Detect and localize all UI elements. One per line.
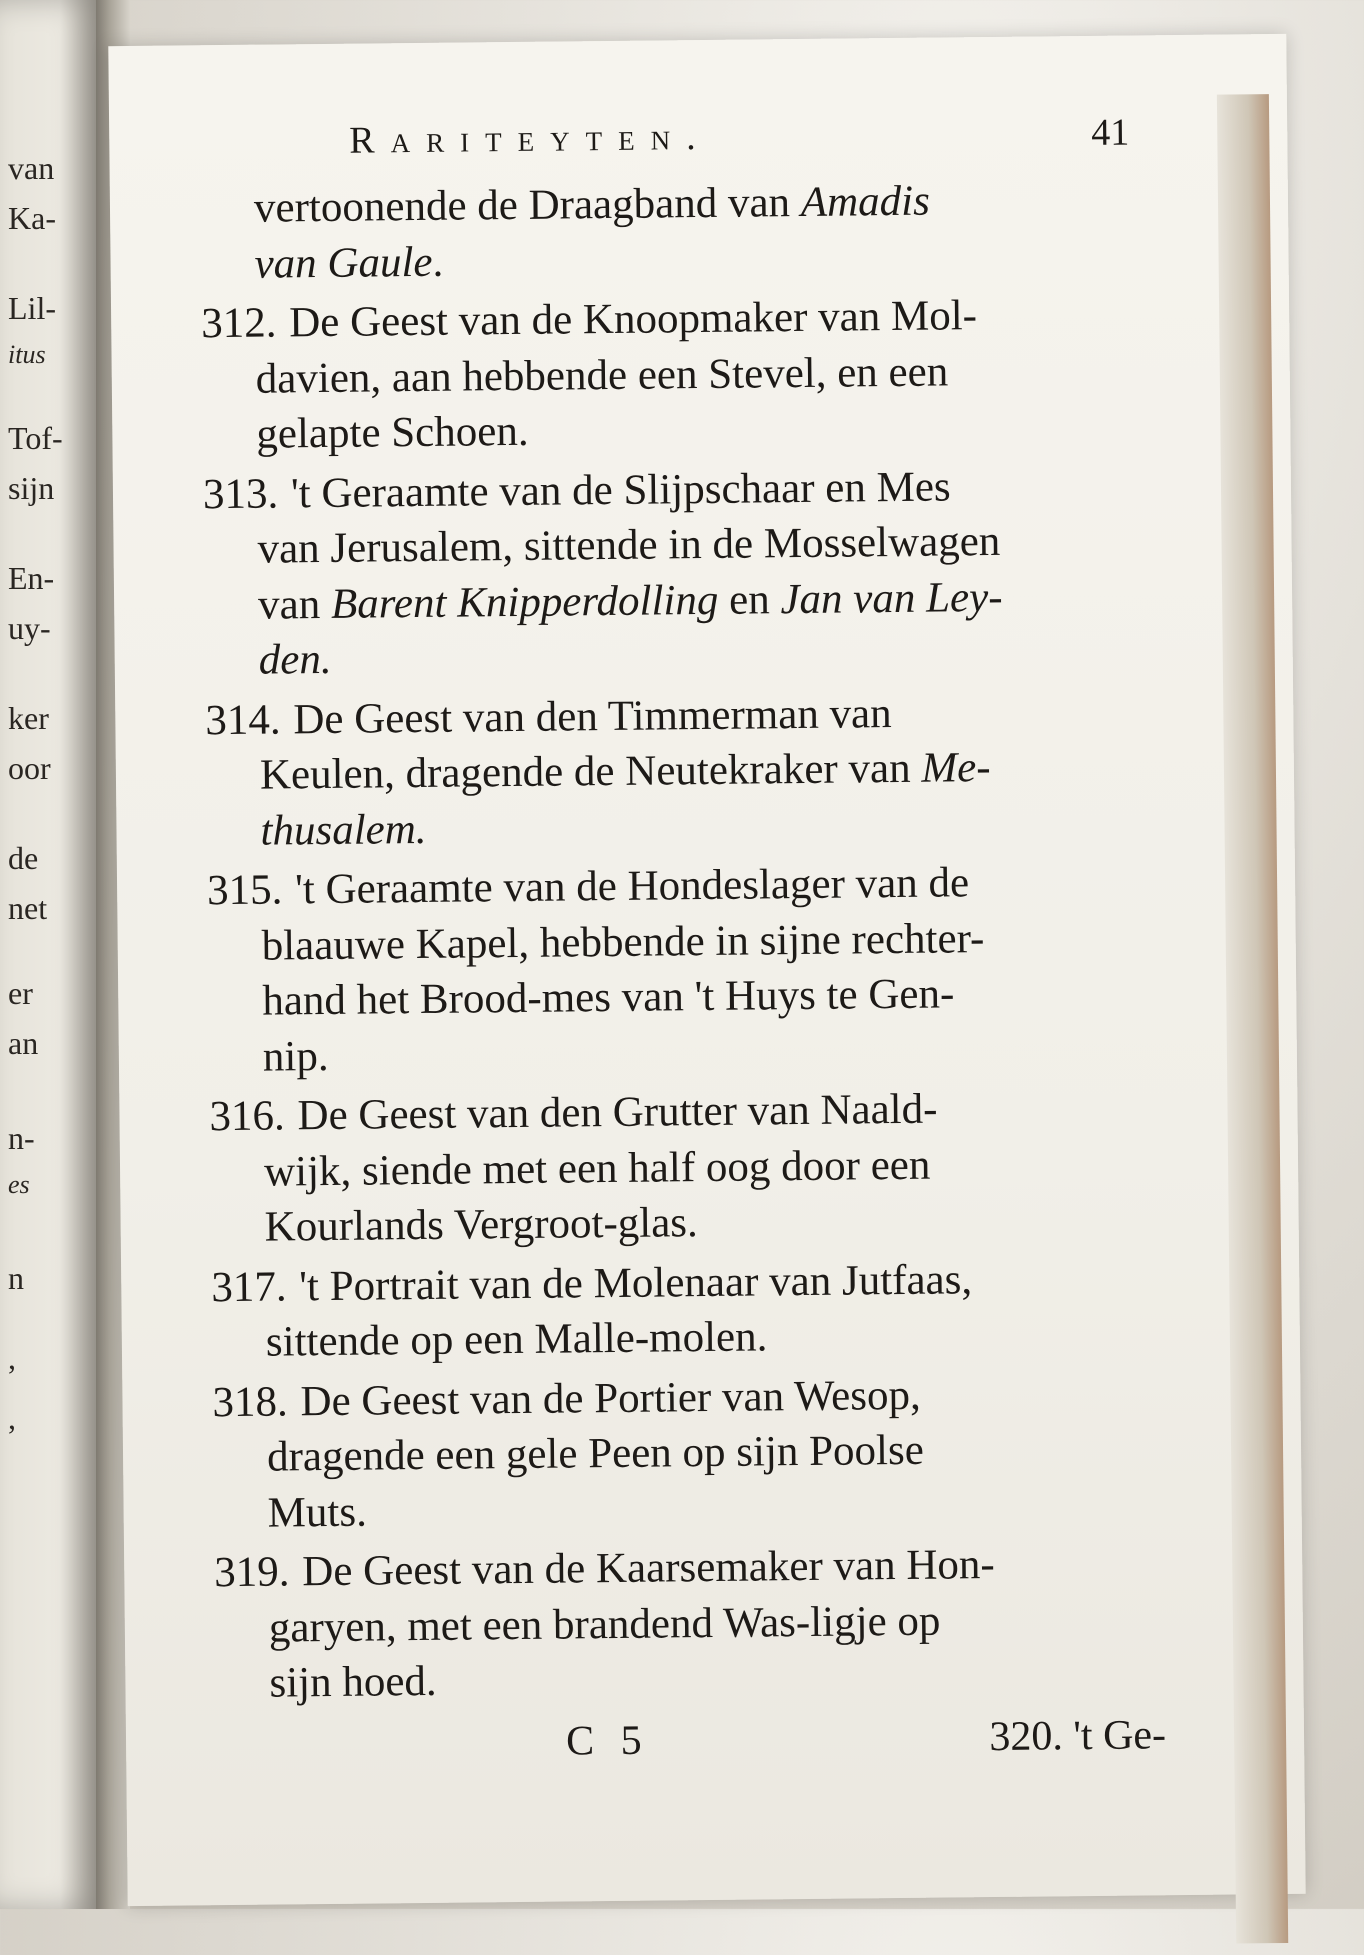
text-line: blaauwe Kapel, hebbende in sijne rechter- — [261, 914, 985, 970]
facing-page-fragment: n — [8, 1260, 24, 1296]
text-line: Muts. — [267, 1488, 368, 1537]
facing-page-fragment: , — [8, 1340, 16, 1376]
continuation-entry — [200, 171, 1161, 292]
facing-page-fragment: sijn — [8, 470, 55, 506]
page-text — [199, 105, 1176, 1777]
text-line: hand het Brood-mes van 't Huys te Gen- — [262, 970, 955, 1025]
entry-number: 319. — [214, 1548, 290, 1597]
entry-312 — [201, 286, 1163, 463]
entry-number: 315. — [206, 866, 283, 915]
signature-mark: C 5 — [565, 1717, 650, 1765]
entry-317 — [211, 1250, 1172, 1371]
text-line: vertoonende de Draagband van Amadis — [253, 177, 931, 232]
text-line: gelapte Schoen. — [256, 407, 529, 458]
text-line: van Barent Knipperdolling en Jan van Ley- — [257, 573, 1003, 629]
text-line: sijn hoed. — [269, 1657, 437, 1707]
page-number: 41 — [1091, 111, 1130, 154]
text-line: garyen, met een brandend Was-ligje op — [268, 1597, 941, 1652]
entry-319 — [214, 1535, 1176, 1712]
facing-page-fragment: ker — [8, 700, 49, 736]
entry-315 — [207, 853, 1169, 1085]
catchword: 320. 't Ge- — [989, 1711, 1167, 1760]
facing-page — [0, 0, 100, 1909]
entry-number: 316. — [209, 1092, 286, 1141]
entry-316 — [209, 1079, 1171, 1256]
facing-page-fragment: van — [8, 150, 55, 186]
entry-number: 314. — [205, 695, 281, 744]
entry-number: 313. — [202, 469, 279, 518]
text-line: 318. De Geest van de Portier van Wesop, — [212, 1365, 1173, 1431]
facing-page-fragment: Ka- — [8, 200, 56, 236]
text-line: 313. 't Geraamte van de Slijpschaar en Mes — [203, 457, 1164, 523]
entry-314 — [205, 683, 1167, 860]
text-line: den. — [258, 635, 332, 684]
facing-page-fragment: oor — [8, 750, 51, 786]
facing-page-fragment: n- — [8, 1120, 35, 1156]
page-footer — [216, 1708, 1177, 1778]
facing-page-fragment: Tof- — [8, 420, 63, 456]
facing-page-fragment: es — [8, 1170, 30, 1199]
facing-page-fragment: uy- — [8, 610, 51, 646]
facing-page-fragment: En- — [8, 560, 55, 596]
facing-page-fragment: Lil- — [8, 290, 56, 326]
facing-page-fragment: itus — [8, 340, 46, 369]
text-line: Keulen, dragende de Neutekraker van Me- — [259, 744, 991, 799]
text-line: 312. De Geest van de Knoopmaker van Mol- — [201, 286, 1162, 352]
text-line: 314. De Geest van den Timmerman van — [205, 683, 1166, 749]
entry-number: 317. — [211, 1262, 287, 1311]
facing-page-fragment: er — [8, 975, 33, 1011]
entry-318 — [212, 1365, 1174, 1542]
book-page — [108, 34, 1305, 1906]
text-line: thusalem. — [260, 805, 427, 855]
running-head — [199, 105, 1160, 177]
text-line: dragende een gele Peen op sijn Poolse — [266, 1426, 925, 1481]
text-line: van Jerusalem, sittende in de Mosselwagen — [257, 517, 1001, 573]
facing-page-fragment: de — [8, 840, 39, 876]
entry-number: 312. — [200, 299, 277, 348]
facing-page-fragment: net — [8, 890, 48, 926]
text-line: wijk, siende met een half oog door een — [263, 1141, 931, 1196]
text-line: davien, aan hebbende een Stevel, en een — [255, 347, 949, 403]
text-line: 316. De Geest van den Grutter van Naald- — [209, 1079, 1170, 1145]
text-line: 315. 't Geraamte van de Hondeslager van de — [207, 853, 1168, 919]
entry-313 — [203, 457, 1165, 689]
text-line: 317. 't Portrait van de Molenaar van Jutfaas, — [211, 1250, 1172, 1316]
text-line: nip. — [262, 1032, 329, 1081]
facing-page-fragment: , — [8, 1400, 16, 1436]
page-edge — [1217, 94, 1288, 1943]
text-line: Kourlands Vergroot-glas. — [264, 1199, 699, 1251]
entry-number: 318. — [212, 1377, 288, 1426]
text-line: van Gaule. — [254, 238, 444, 288]
facing-page-fragment: an — [8, 1025, 39, 1061]
text-line: 319. De Geest van de Kaarsemaker van Hon- — [214, 1535, 1175, 1601]
text-line: sittende op een Malle-molen. — [265, 1313, 768, 1366]
running-title: Rariteyten. — [349, 115, 712, 162]
